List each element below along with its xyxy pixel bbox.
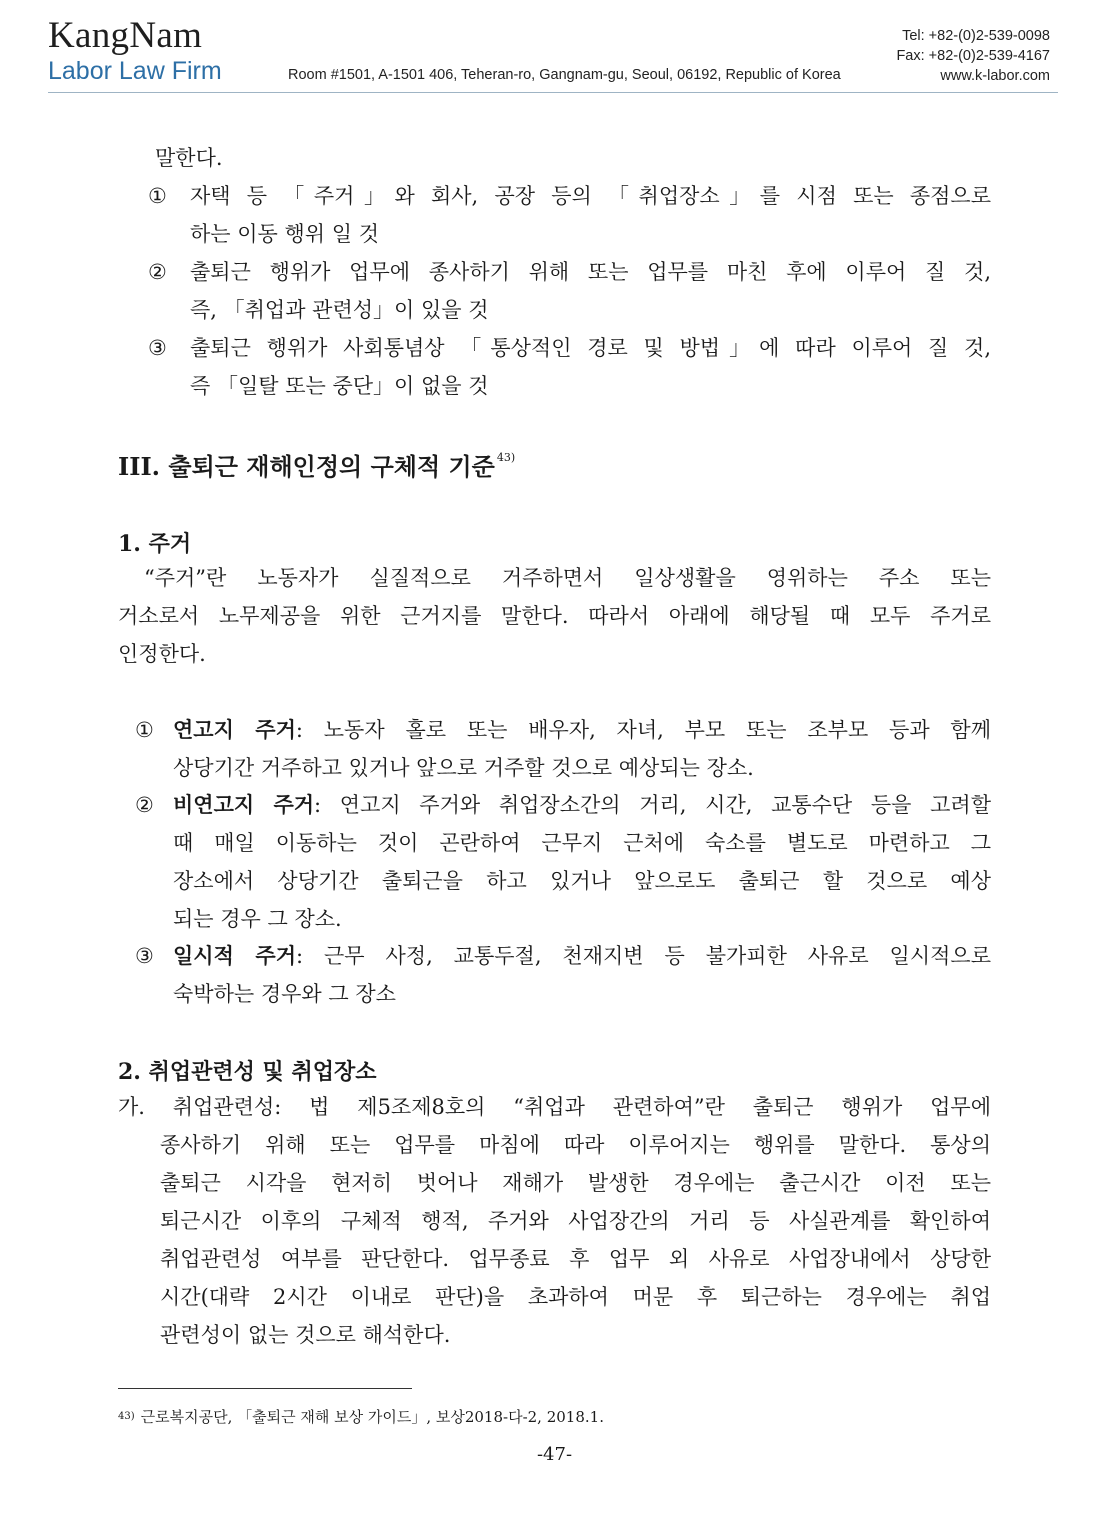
firm-logo-subtitle: Labor Law Firm: [48, 57, 222, 85]
residence-number: ①: [135, 718, 154, 742]
paragraph-line: “주거”란 노동자가 실질적으로 거주하면서 일상생활을 영위하는 주소 또는: [144, 566, 991, 590]
residence-desc: : 근무 사정, 교통두절, 천재지변 등 불가피한 사유로 일시적으로: [296, 944, 991, 968]
residence-line: 상당기간 거주하고 있거나 앞으로 거주할 것으로 예상되는 장소.: [173, 756, 754, 780]
criteria-number: ③: [148, 336, 167, 360]
criteria-line: 하는 이동 행위 일 것: [190, 222, 379, 246]
criteria-number: ①: [148, 184, 167, 208]
criteria-line: 자택 등 「주거」와 회사, 공장 등의 「취업장소」를 시점 또는 종점으로: [190, 184, 991, 208]
subsection-title-1: 1. 주거: [118, 531, 192, 557]
intro-end-text: 말한다.: [155, 146, 223, 170]
residence-desc: : 연고지 주거와 취업장소간의 거리, 시간, 교통수단 등을 고려할: [314, 793, 991, 817]
website-link[interactable]: www.k-labor.com: [940, 68, 1050, 84]
residence-line: [173, 942, 991, 970]
residence-desc: : 노동자 홀로 또는 배우자, 자녀, 부모 또는 조부모 등과 함께: [295, 718, 991, 742]
paragraph-line: 거소로서 노무제공을 위한 근거지를 말한다. 따라서 아래에 해당될 때 모두 주거로: [118, 604, 991, 628]
tel-line: Tel: +82-(0)2-539-0098: [902, 28, 1050, 44]
letterhead: [48, 0, 1058, 92]
criteria-line: 즉, 「취업과 관련성」이 있을 것: [190, 298, 489, 322]
paragraph-line: 시간(대략 2시간 이내로 판단)을 초과하여 머문 후 퇴근하는 경우에는 취업: [160, 1285, 991, 1309]
fax-line: Fax: +82-(0)2-539-4167: [896, 48, 1050, 64]
footnote-reference[interactable]: 43): [496, 451, 516, 464]
residence-number: ③: [135, 944, 154, 968]
footnote-number: 43): [118, 1411, 135, 1422]
page-number: -47-: [536, 1444, 573, 1465]
criteria-number: ②: [148, 260, 167, 284]
footnote-divider: [118, 1388, 412, 1389]
footnote-text: 근로복지공단, 「출퇴근 재해 보상 가이드」, 보상2018-다-2, 2018.1.: [140, 1408, 604, 1426]
header-divider: [48, 92, 1058, 93]
footnote: [118, 1406, 604, 1427]
paragraph-line: 출퇴근 시각을 현저히 벗어나 재해가 발생한 경우에는 출근시간 이전 또는: [160, 1171, 991, 1195]
firm-address: Room #1501, A-1501 406, Teheran-ro, Gangnam-gu, Seoul, 06192, Republic of Korea: [288, 67, 841, 83]
residence-term: 비연고지 주거: [173, 792, 315, 817]
residence-line: 되는 경우 그 장소.: [173, 907, 342, 931]
criteria-line: 출퇴근 행위가 업무에 종사하기 위해 또는 업무를 마친 후에 이루어 질 것,: [190, 260, 991, 284]
contact-block: [896, 26, 1050, 86]
residence-term: 일시적 주거: [173, 943, 296, 968]
residence-line: 숙박하는 경우와 그 장소: [173, 982, 396, 1006]
paragraph-line: 종사하기 위해 또는 업무를 마침에 따라 이루어지는 행위를 말한다. 통상의: [160, 1133, 991, 1157]
firm-logo-name: KangNam: [48, 15, 203, 56]
section-heading-text: III. 출퇴근 재해인정의 구체적 기준: [118, 452, 495, 481]
residence-line: 때 매일 이동하는 것이 곤란하여 근무지 근처에 숙소를 별도로 마련하고 그: [173, 831, 991, 855]
residence-term: 연고지 주거: [173, 717, 296, 742]
residence-number: ②: [135, 793, 154, 817]
criteria-line: 즉 「일탈 또는 중단」이 없을 것: [190, 374, 489, 398]
residence-line: [173, 791, 991, 819]
paragraph-line: 인정한다.: [118, 642, 206, 666]
residence-line: 장소에서 상당기간 출퇴근을 하고 있거나 앞으로도 출퇴근 할 것으로 예상: [173, 869, 991, 893]
residence-line: [173, 716, 991, 744]
criteria-line: 출퇴근 행위가 사회통념상 「통상적인 경로 및 방법」에 따라 이루어 질 것,: [190, 336, 991, 360]
paragraph-line: 가. 취업관련성: 법 제5조제8호의 “취업과 관련하여”란 출퇴근 행위가 업무에: [118, 1095, 991, 1119]
paragraph-line: 관련성이 없는 것으로 해석한다.: [160, 1323, 451, 1347]
subsection-title-2: 2. 취업관련성 및 취업장소: [118, 1059, 377, 1085]
paragraph-line: 취업관련성 여부를 판단한다. 업무종료 후 업무 외 사유로 사업장내에서 상당한: [160, 1247, 991, 1271]
paragraph-line: 퇴근시간 이후의 구체적 행적, 주거와 사업장간의 거리 등 사실관계를 확인하여: [160, 1209, 991, 1233]
section-heading-iii: [118, 447, 515, 482]
